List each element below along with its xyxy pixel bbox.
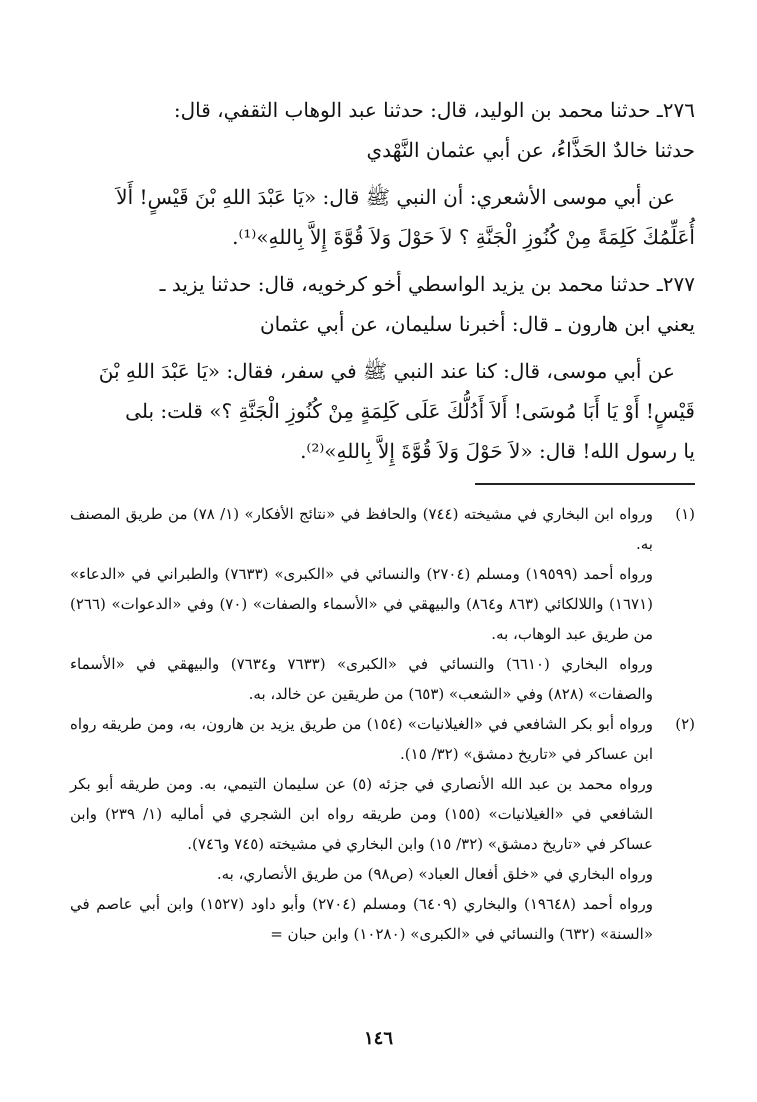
- footnote-body: [70, 709, 653, 949]
- footnote-number: (٢): [675, 715, 695, 733]
- page-number: ١٤٦: [363, 1028, 393, 1049]
- footnote-divider: [475, 483, 695, 485]
- text-line: يعني ابن هارون ـ قال: أخبرنا سليمان، عن أبي عثمان: [259, 312, 695, 336]
- text-line: يا رسول الله! قال: «لاَ حَوْلَ وَلاَ قُوَّةَ إِلاَّ بِاللهِ»⁽²⁾.: [300, 439, 695, 463]
- footnote-paragraph: ورواه أحمد (١٩٦٤٨) والبخاري (٦٤٠٩) ومسلم (٢٧٠٤) وأبو داود (١٥٢٧) وابن أبي عاصم في «السنة» (٦٣٢) والنسائي في «الكبرى» (١٠٢٨٠) وابن حبان =: [70, 895, 653, 943]
- hadith-276-isnad: [70, 90, 695, 170]
- main-text: [70, 90, 695, 471]
- footnote-paragraph: ورواه البخاري في «خلق أفعال العباد» (ص٩٨) من طريق الأنصاري، به.: [216, 865, 653, 883]
- footnote-paragraph: ورواه أبو بكر الشافعي في «الغيلانيات» (١٥٤) من طريق يزيد بن هارون، به، ومن طريقه رواه ابن عساكر في «تاريخ دمشق» (٣٢/ ١٥).: [70, 715, 653, 763]
- hadith-277-matn: [70, 351, 695, 471]
- footnote-number: (١): [675, 505, 695, 523]
- hadith-277-isnad: [70, 264, 695, 344]
- footnote-2: [70, 709, 695, 949]
- footnote-1: [70, 499, 695, 709]
- footnote-paragraph: ورواه البخاري (٦٦١٠) والنسائي في «الكبرى» (٧٦٣٣ و٧٦٣٤) والبيهقي في «الأسماء والصفات» (٨٢٨) وفي «الشعب» (٦٥٣) من طريقين عن خالد، به.: [70, 655, 653, 703]
- text-line: عن أبي موسى الأشعري: أن النبي ﷺ قال: «يَا عَبْدَ اللهِ بْنَ قَيْسٍ! أَلاَ: [116, 185, 675, 209]
- text-line: أُعَلِّمُكَ كَلِمَةً مِنْ كُنُوزِ الْجَنَّةِ ؟ لاَ حَوْلَ وَلاَ قُوَّةَ إِلاَّ بِاللهِ»⁽¹⁾.: [232, 225, 695, 249]
- book-page: [70, 90, 695, 949]
- text-line: ٢٧٧ـ حدثنا محمد بن يزيد الواسطي أخو كرخويه، قال: حدثنا يزيد ـ: [159, 272, 695, 296]
- text-line: عن أبي موسى، قال: كنا عند النبي ﷺ في سفر، فقال: «يَا عَبْدَ اللهِ بْنَ: [98, 359, 675, 383]
- text-line: ٢٧٦ـ حدثنا محمد بن الوليد، قال: حدثنا عبد الوهاب الثقفي، قال:: [173, 98, 695, 122]
- footnote-paragraph: ورواه محمد بن عبد الله الأنصاري في جزئه (٥) عن سليمان التيمي، به. ومن طريقه أبو بكر الشافعي في «الغيلانيات» (١٥٥) ومن طريقه رواه ابن الشجري في أماليه (١/ ٢٣٩) وابن عساكر في «تاريخ دمشق» (٣٢/ ١٥) وابن البخاري في مشيخته (٧٤٥ و٧٤٦).: [70, 775, 653, 853]
- text-line: قَيْسٍ! أَوْ يَا أَبَا مُوسَى! أَلاَ أَدُلُّكَ عَلَى كَلِمَةٍ مِنْ كُنُوزِ الْجَنَّةِ ؟» قلت: بلى: [125, 399, 695, 423]
- hadith-276-matn: [70, 177, 695, 257]
- footnote-paragraph: ورواه أحمد (١٩٥٩٩) ومسلم (٢٧٠٤) والنسائي في «الكبرى» (٧٦٣٣) والطبراني في «الدعاء» (١٦٧١) واللالكائي (٨٦٣ و٨٦٤) والبيهقي في «الأسماء والصفات» (٧٠) وفي «الدعوات» (٢٦٦) من طريق عبد الوهاب، به.: [70, 565, 653, 643]
- text-line: حدثنا خالدٌ الحَذَّاءُ، عن أبي عثمان النَّهْدي: [366, 138, 695, 162]
- footnotes: [70, 499, 695, 949]
- footnote-paragraph: ورواه ابن البخاري في مشيخته (٧٤٤) والحافظ في «نتائج الأفكار» (١/ ٧٨) من طريق المصنف به.: [70, 505, 654, 553]
- footnote-body: [70, 499, 653, 709]
